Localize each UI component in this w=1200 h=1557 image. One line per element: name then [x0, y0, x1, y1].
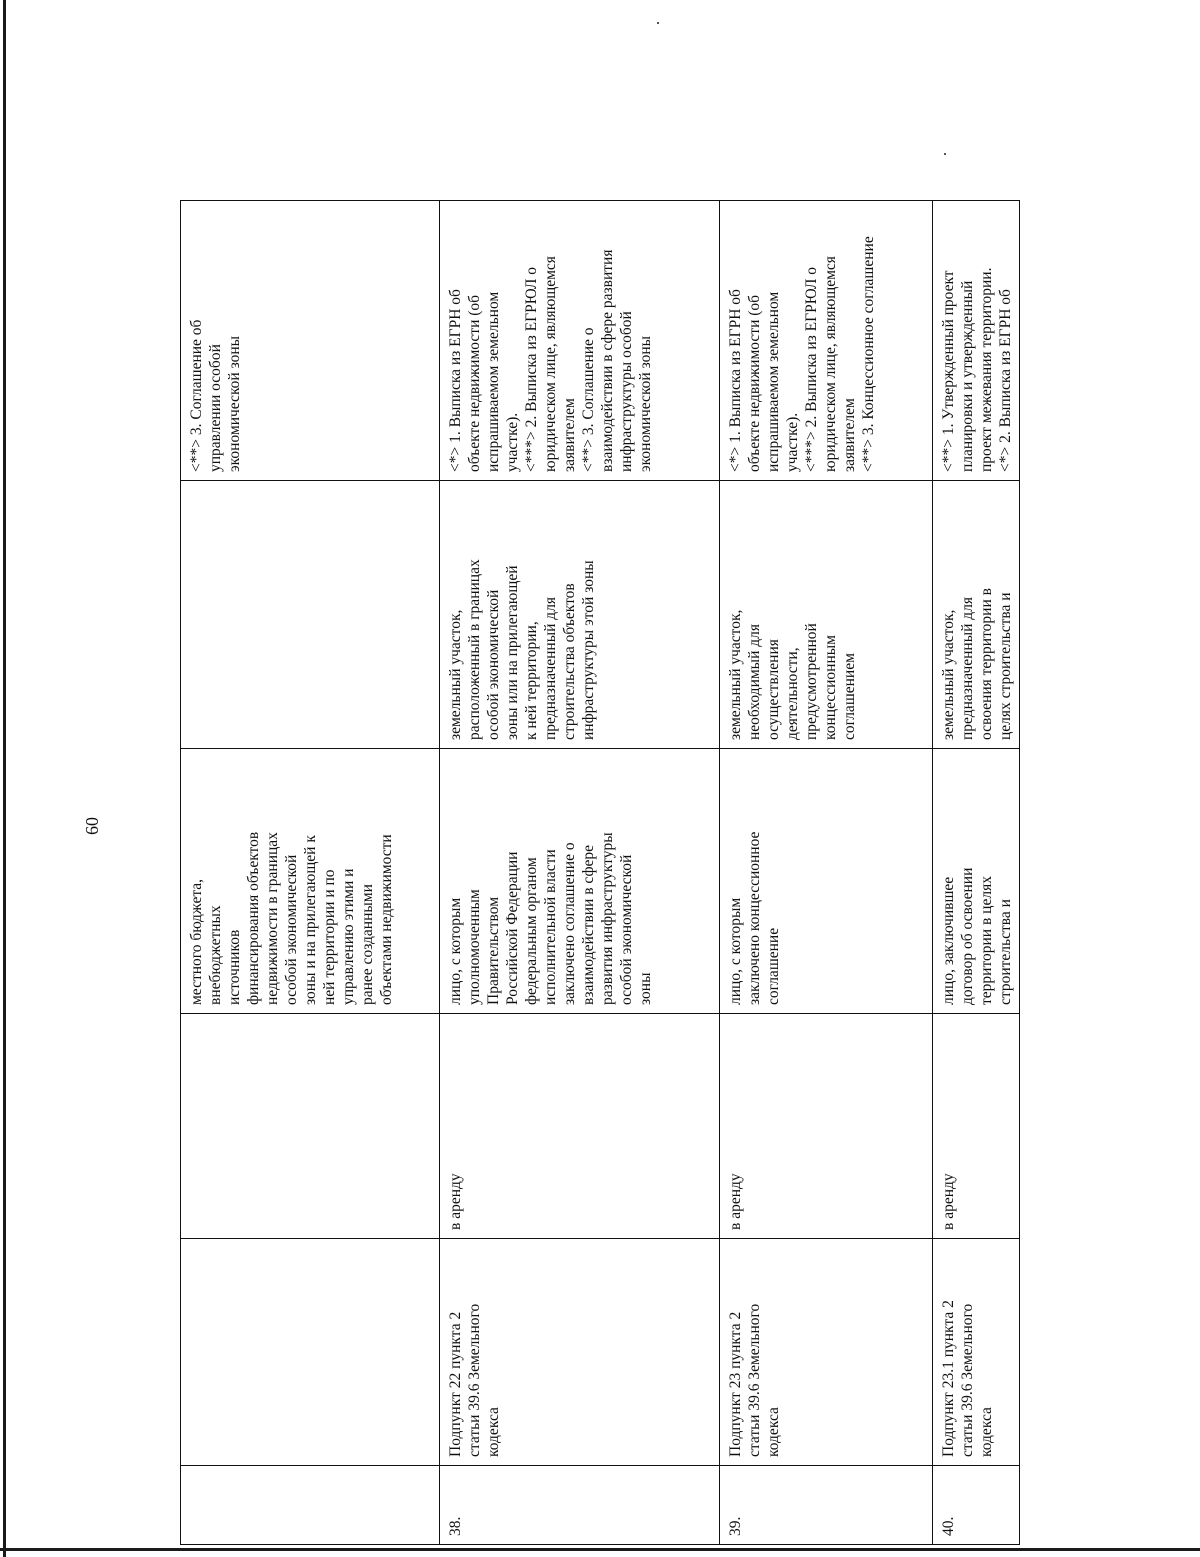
provision-type-cell: в аренду — [720, 1014, 932, 1239]
applicant-cell: лицо, заключившее договор об освоении территории в целях строительства и — [933, 749, 1019, 1014]
table-row — [181, 201, 439, 1544]
land-plot-cell — [181, 481, 439, 749]
legal-basis-cell: Подпункт 23 пункта 2 статьи 39.6 Земельного кодекса — [720, 1239, 932, 1466]
table-row — [932, 201, 1019, 1544]
provision-type-cell: в аренду — [933, 1014, 1019, 1239]
documents-cell: <*> 1. Выписка из ЕГРН об объекте недвижимости (об испрашиваемом земельном участке). <***> 2. Выписка из ЕГРЮЛ о юридическом лице, являющемся заявителем <**> 3. Концессионное соглашение — [720, 201, 932, 481]
land-plot-cell: земельный участок, необходимый для осуществления деятельности, предусмотренной концессионным соглашением — [720, 481, 932, 749]
legal-basis-cell: Подпункт 23.1 пункта 2 статьи 39.6 Земельного кодекса — [933, 1239, 1019, 1466]
provision-type-cell — [181, 1014, 439, 1239]
row-number-cell — [181, 1466, 439, 1544]
documents-cell: <**> 3. Соглашение об управлении особой экономической зоны — [181, 201, 439, 481]
land-plot-cell: земельный участок, предназначенный для освоения территории в целях строительства и — [933, 481, 1019, 749]
legal-basis-cell: Подпункт 22 пункта 2 статьи 39.6 Земельного кодекса — [440, 1239, 719, 1466]
page-number: 60 — [82, 817, 102, 835]
scan-edge-left — [3, 0, 6, 1557]
land-plot-cell: земельный участок, расположенный в границах особой экономической зоны или на прилегающей к ней территории, предназначенный для строительства объектов инфраструктуры этой зоны — [440, 481, 719, 749]
services-table — [180, 200, 1020, 1545]
legal-basis-cell — [181, 1239, 439, 1466]
documents-cell: <*> 1. Выписка из ЕГРН об объекте недвижимости (об испрашиваемом земельном участке). <***> 2. Выписка из ЕГРЮЛ о юридическом лице, являющемся заявителем <**> 3. Соглашение о взаимодействии в сфере развития инфраструктуры особой экономической зоны — [440, 201, 719, 481]
applicant-cell: местного бюджета, внебюджетных источников финансирования объектов недвижимости в границах особой экономической зоны и на прилегающей к ней территории и по управлению этими и ранее созданными объектами недвижимости — [181, 749, 439, 1014]
applicant-cell: лицо, с которым уполномоченным Правительством Российской Федерации федеральным органом исполнительной власти заключено соглашение о взаимодействии в сфере развития инфраструктуры особой экономической зоны — [440, 749, 719, 1014]
provision-type-cell: в аренду — [440, 1014, 719, 1239]
row-number-cell: 38. — [447, 1516, 465, 1536]
scan-edge-bottom — [0, 1548, 1200, 1551]
table-row — [719, 201, 932, 1544]
applicant-cell: лицо, с которым заключено концессионное соглашение — [720, 749, 932, 1014]
scan-speck — [944, 153, 946, 155]
scan-speck — [657, 22, 659, 24]
row-number-cell: 40. — [940, 1516, 957, 1536]
documents-cell: <**> 1. Утвержденный проект планировки и утвержденный проект межевания территории. <*> 2. Выписка из ЕГРН об — [933, 201, 1019, 481]
table-row — [439, 201, 719, 1544]
row-number-cell: 39. — [727, 1516, 745, 1536]
